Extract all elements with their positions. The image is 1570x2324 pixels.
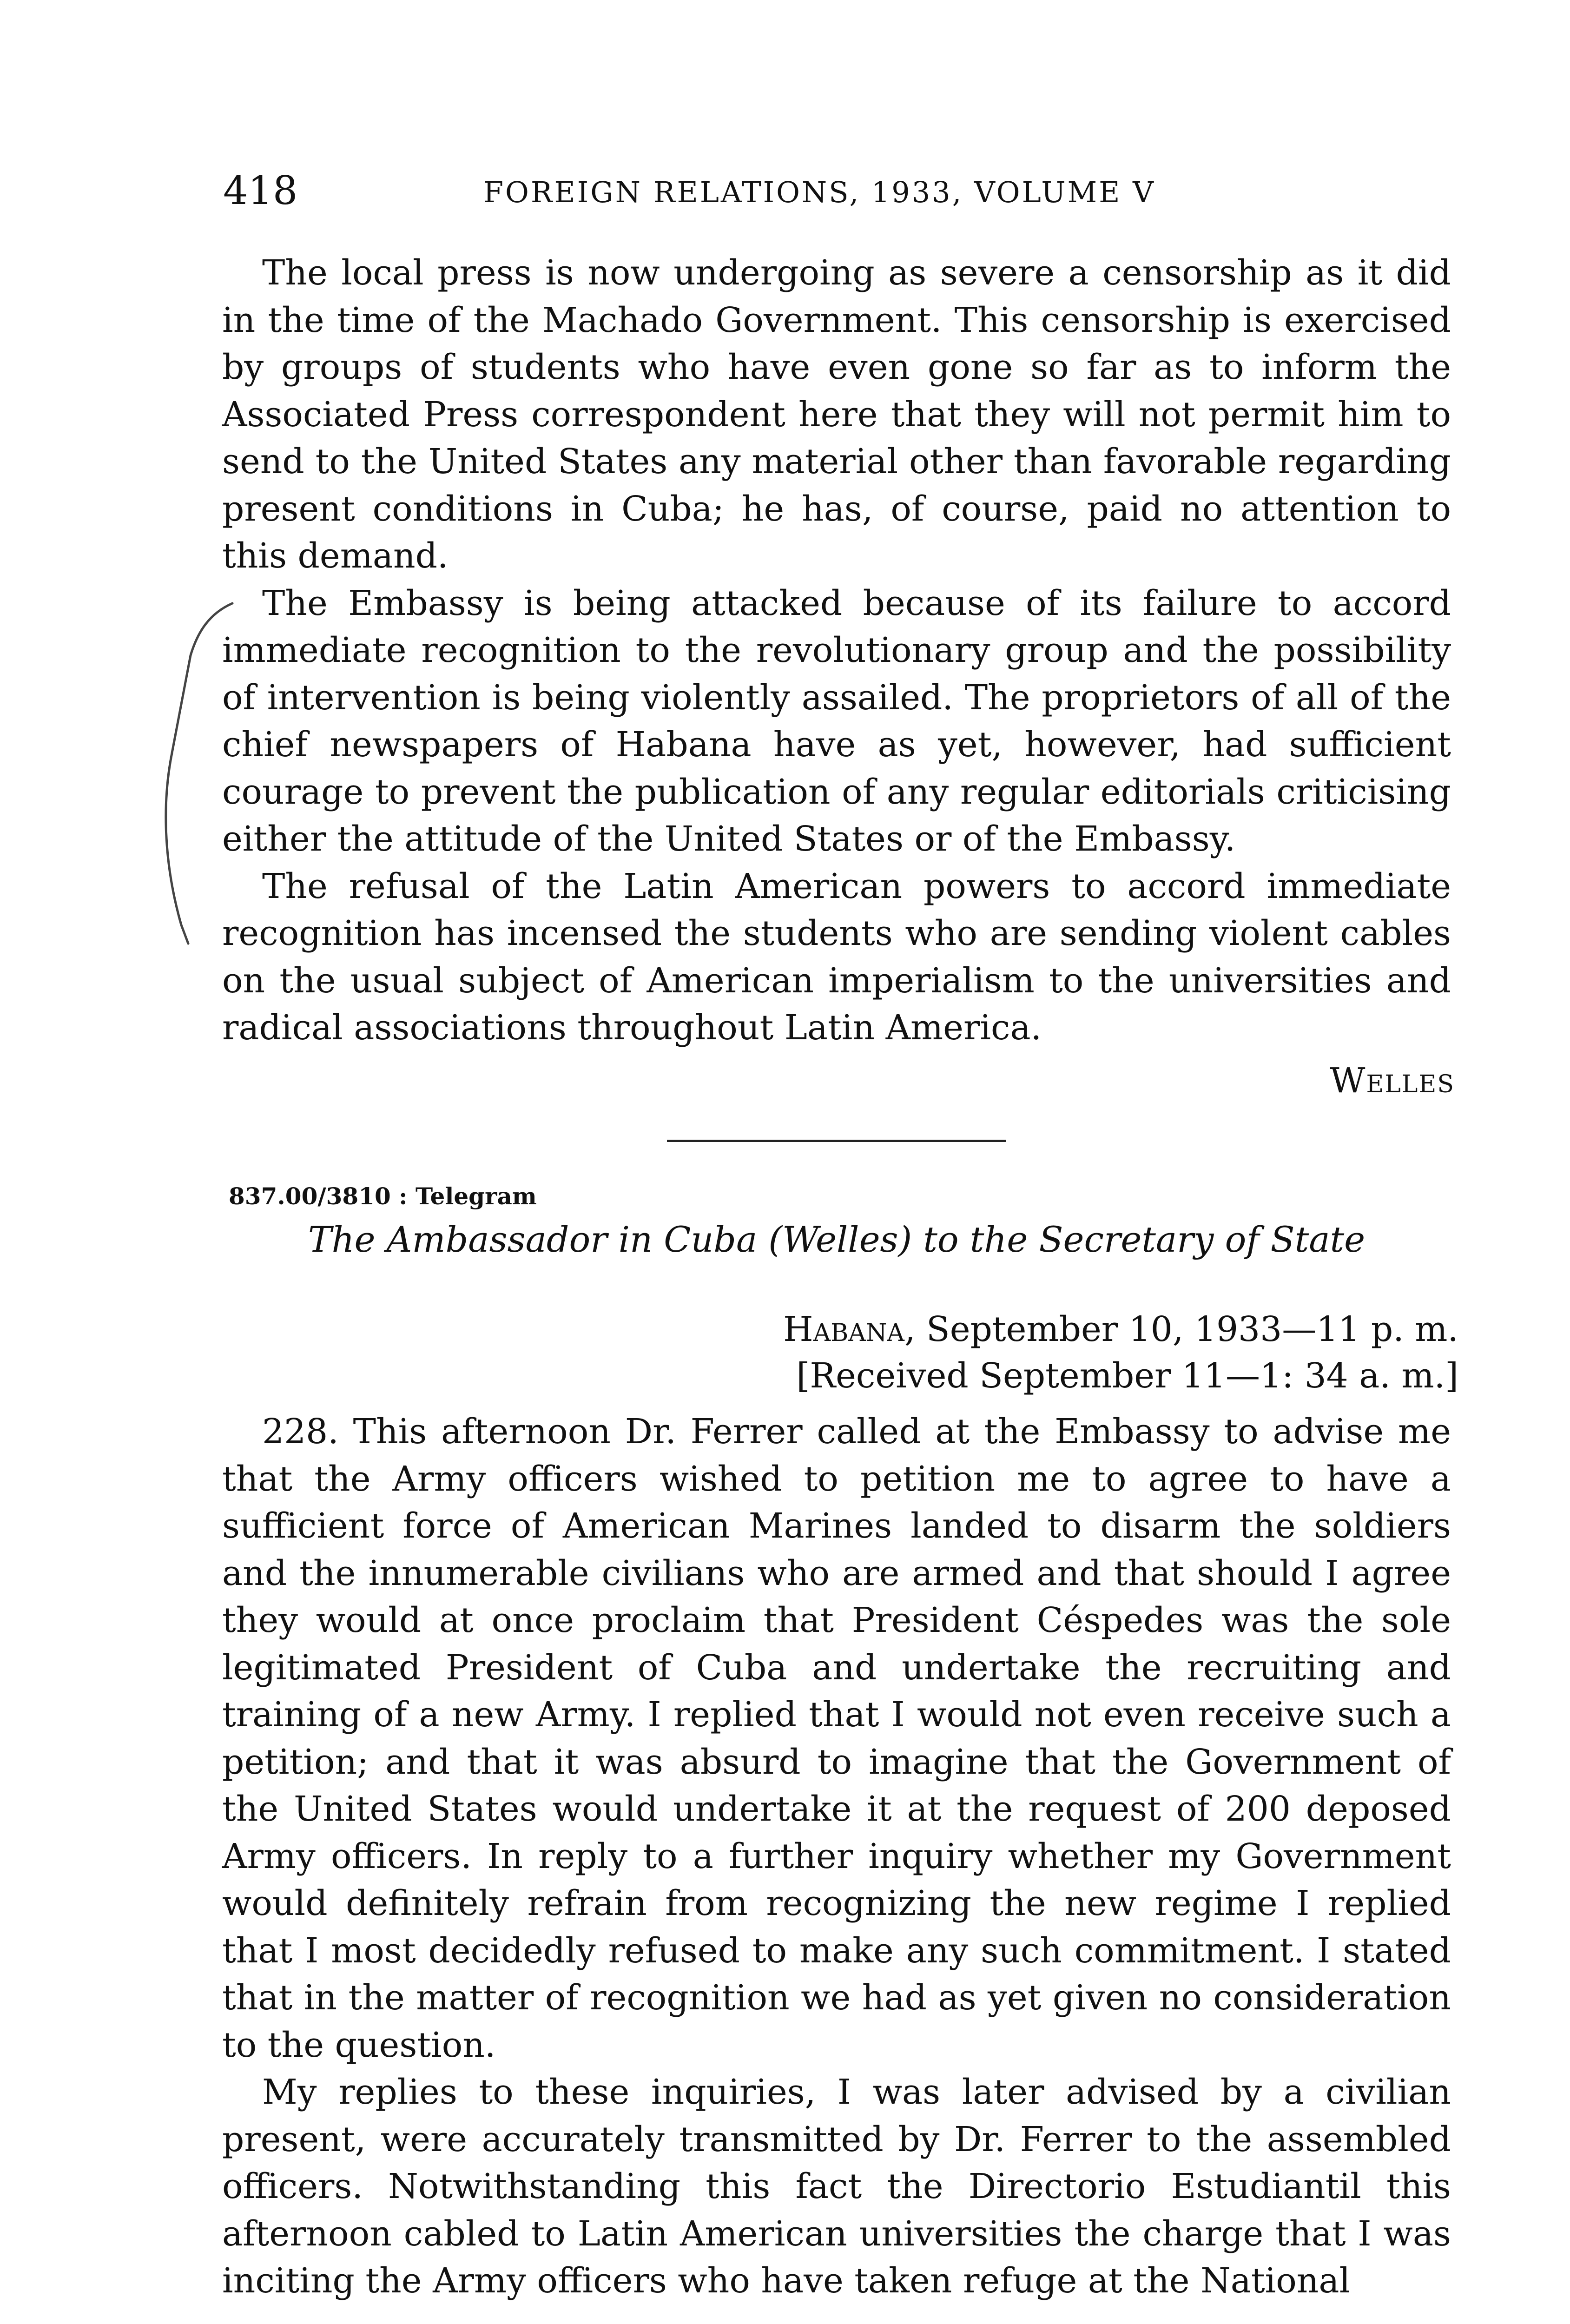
running-head xyxy=(223,167,1469,218)
paragraph-embassy-attacked: The Embassy is being attacked because of its failure to accord immediate recognition to the revolutionary group and the possibility of intervention is being violently assailed. The proprietors of all of the chief newspapers of Habana have as yet, however, had sufficient courage to prevent the publication of any regular editorials criticising either the attitude of the United States or of the Embassy. xyxy=(222,583,1451,859)
telegram-body xyxy=(222,1408,1451,2305)
document-title: The Ambassador in Cuba (Welles) to the Secretary of State xyxy=(308,1219,1366,1260)
dateline xyxy=(783,1306,1458,1353)
file-reference: 837.00/3810 : Telegram xyxy=(229,1182,537,1210)
running-title: FOREIGN RELATIONS, 1933, VOLUME V xyxy=(483,175,1155,209)
dateline-date: September 10, 1933—11 p. m. xyxy=(926,1309,1458,1349)
pencil-margin-bracket xyxy=(153,600,237,953)
paragraph-press-censorship: The local press is now undergoing as severe a censorship as it did in the time of the Machado Government. This censorship is exercised by groups of students who have even gone so far as to inform the Associated Press correspondent here that they will not permit him to send to the United States any material other than favorable regarding present conditions in Cuba; he has, of course, paid no attention to this demand. xyxy=(222,253,1451,576)
paragraph-replies-transmitted: My replies to these inquiries, I was later advised by a civilian present, were accurately transmitted by Dr. Ferrer to the assembled officers. Notwithstanding this fact the Directorio Estudiantil this afternoon cabled to Latin American universities the charge that I was inciting the Army officers who have taken refuge at the National xyxy=(222,2072,1451,2301)
received-line: [Received September 11—1: 34 a. m.] xyxy=(796,1356,1458,1396)
paragraph-ferrer-call: 228. This afternoon Dr. Ferrer called at the Embassy to advise me that the Army officers wished to petition me to agree to have a sufficient force of American Marines landed to disarm the soldiers and the innumerable civilians who are armed and that should I agree they would at once proclaim that President Céspedes was the sole legitimated President of Cuba and undertake the recruiting and training of a new Army. I replied that I would not even receive such a petition; and that it was absurd to imagine that the Government of the United States would undertake it at the request of 200 deposed Army officers. In reply to a further inquiry whether my Government would definitely refrain from recognizing the new regime I replied that I most decidedly refused to make any such commitment. I stated that in the matter of recognition we had as yet given no consideration to the question. xyxy=(222,1412,1451,2065)
signature-welles: Welles xyxy=(1330,1061,1455,1101)
page-number: 418 xyxy=(223,168,298,213)
paragraph-latin-american-refusal: The refusal of the Latin American powers to accord immediate recognition has incensed the students who are sending violent cables on the usual subject of American imperialism to the universities and radical associations throughout Latin America. xyxy=(222,866,1451,1048)
dateline-place: Habana, xyxy=(783,1309,916,1349)
previous-document-body xyxy=(222,250,1451,1052)
section-divider-rule xyxy=(667,1140,1006,1142)
